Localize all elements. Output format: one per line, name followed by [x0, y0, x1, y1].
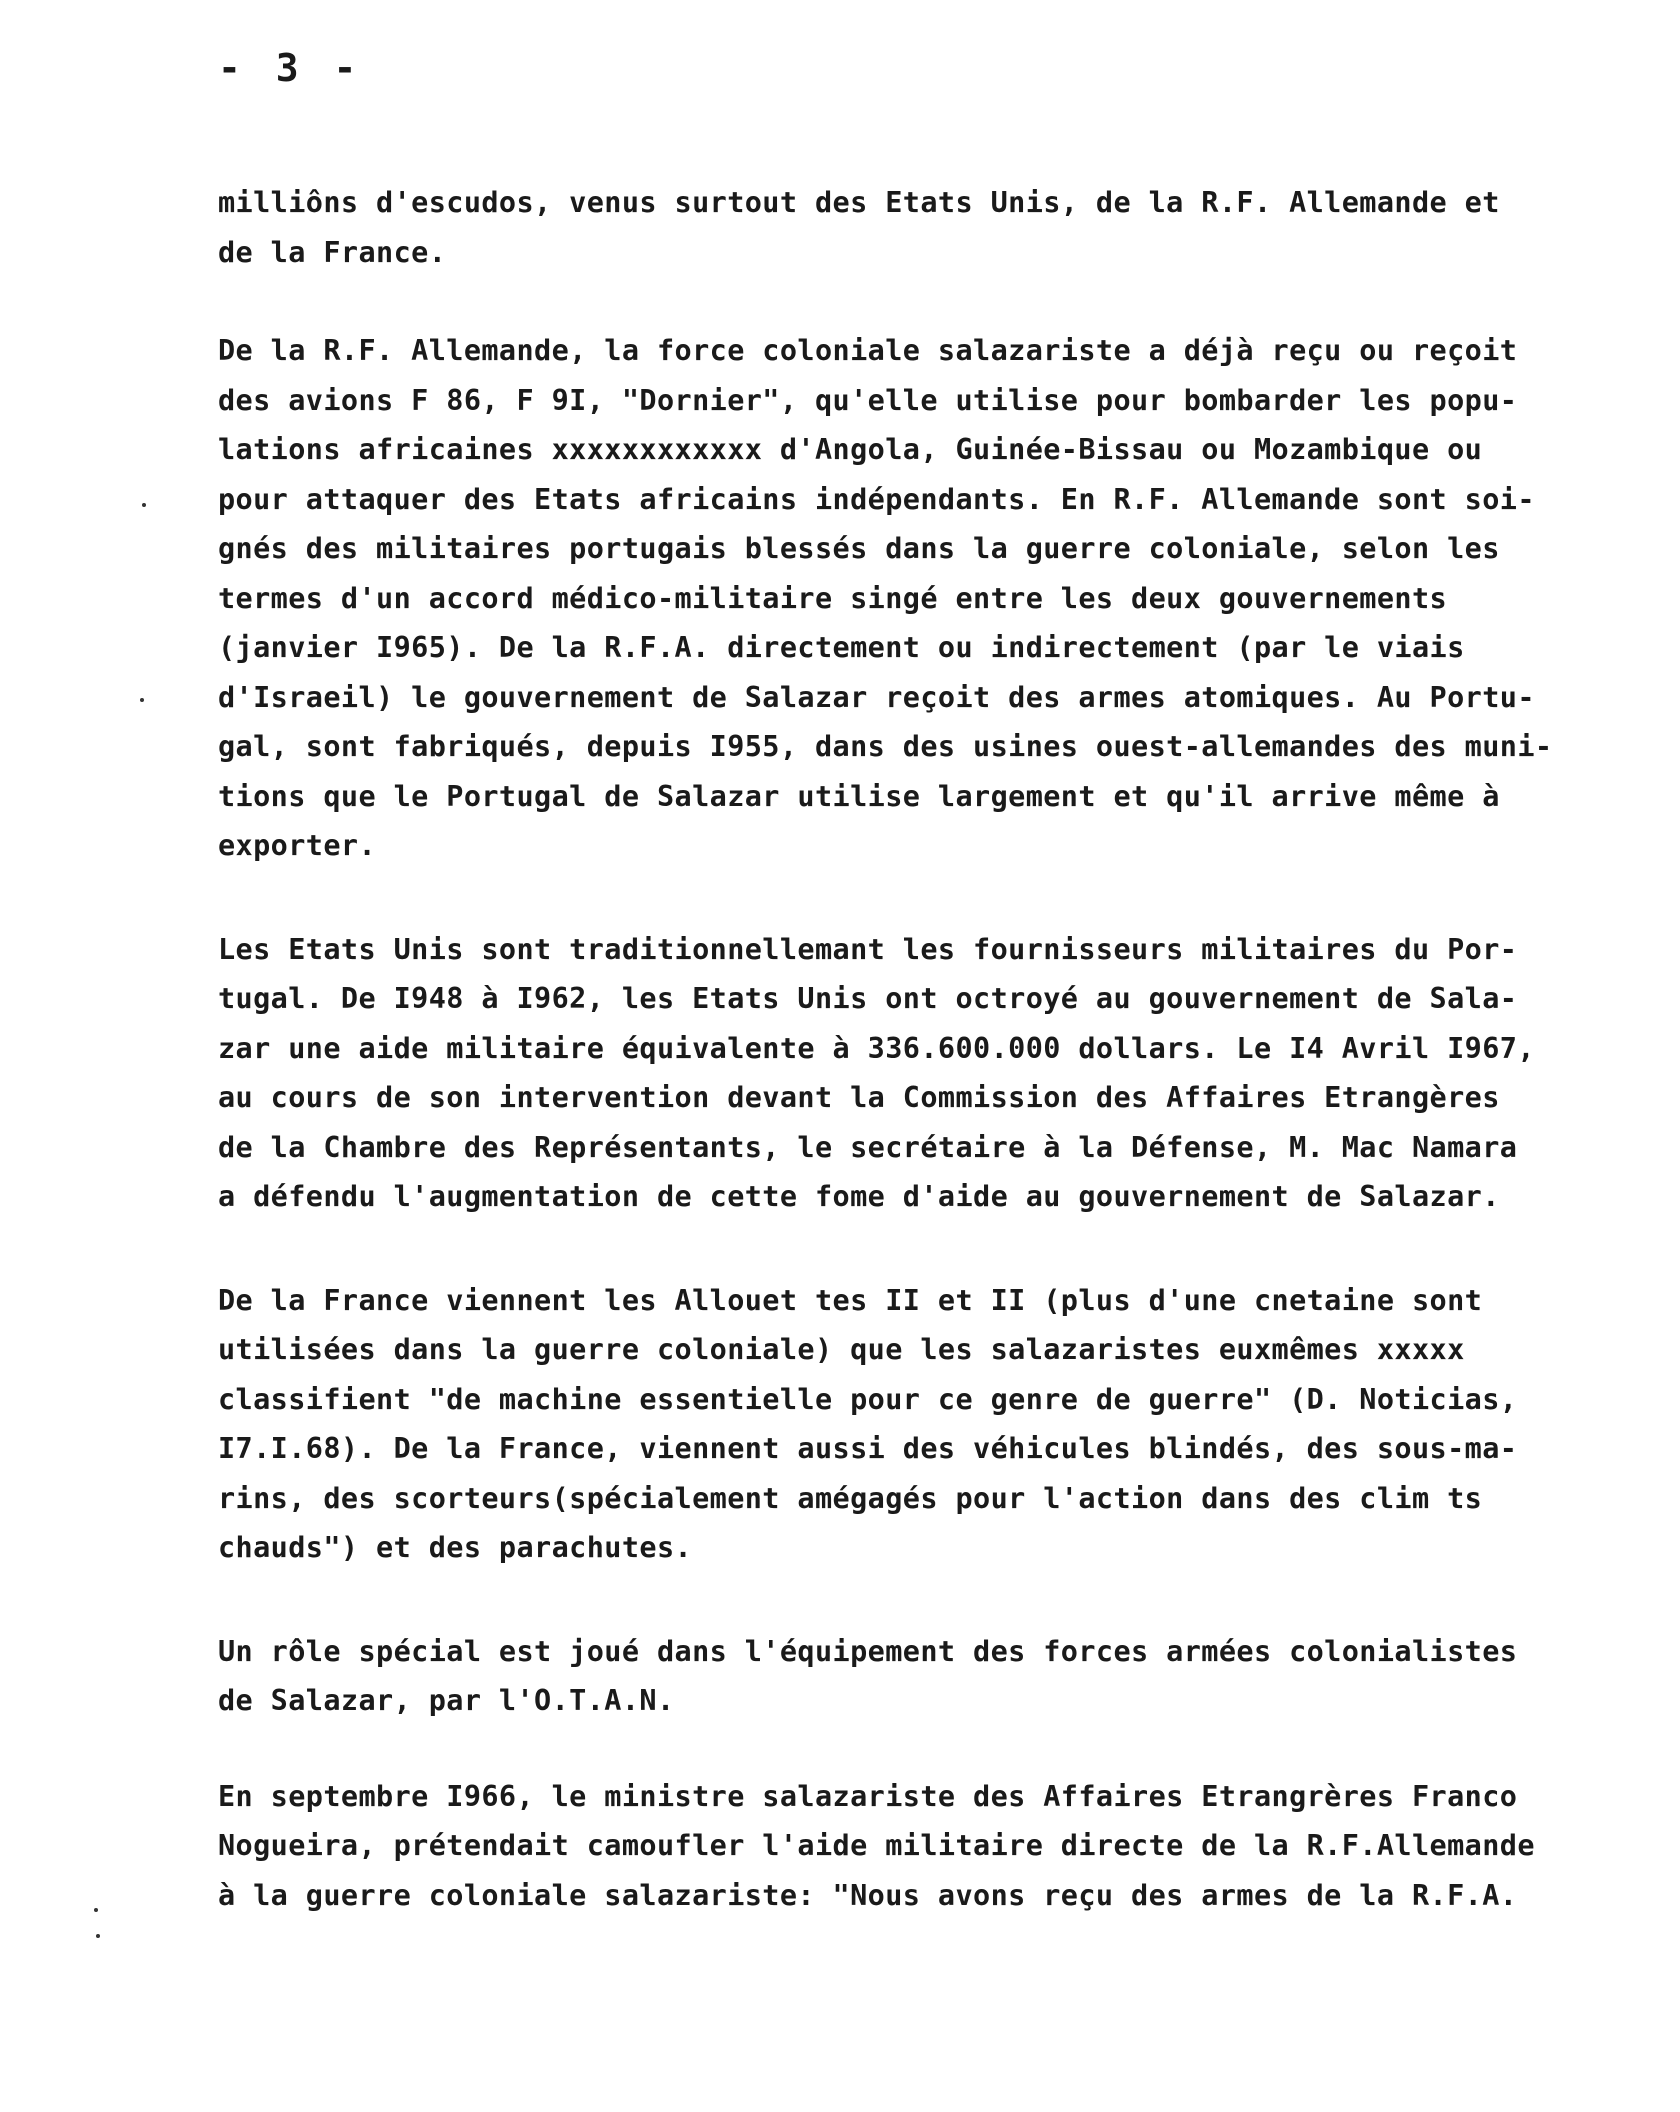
text-line: pour attaquer des Etats africains indépendants. En R.F. Allemande sont soi- [218, 482, 1535, 516]
text-line: exporter. [218, 829, 377, 862]
scan-speck [96, 1934, 100, 1938]
text-line: d'Israeil) le gouvernement de Salazar reçoit des armes atomiques. Au Portu- [218, 680, 1535, 714]
scan-speck [140, 698, 144, 702]
text-line: Un rôle spécial est joué dans l'équipement des forces armées colonialistes [218, 1634, 1518, 1668]
paragraph-6 [218, 1772, 1628, 1921]
text-line: Nogueira, prétendait camoufler l'aide militaire directe de la R.F.Allemande [218, 1829, 1535, 1862]
text-line: de la Chambre des Représentants, le secrétaire à la Défense, M. Mac Namara [218, 1130, 1518, 1164]
text-line: termes d'un accord médico-militaire singé entre les deux gouvernements [218, 581, 1448, 615]
text-line: lations africaines xxxxxxxxxxxx d'Angola, Guinée-Bissau ou Mozambique ou [218, 433, 1483, 466]
text-line: à la guerre coloniale salazariste: "Nous avons reçu des armes de la R.F.A. [218, 1878, 1518, 1912]
page-number: - 3 - [218, 46, 363, 90]
paragraph-3 [218, 925, 1628, 1222]
text-line: au cours de son intervention devant la Commission des Affaires Etrangères [218, 1081, 1500, 1114]
text-line: Les Etats Unis sont traditionnellemant les fournisseurs militaires du Por- [218, 932, 1518, 966]
paragraph-1 [218, 178, 1628, 277]
text-line: de la France. [218, 235, 447, 269]
text-line: I7.I.68). De la France, viennent aussi des véhicules blindés, des sous-ma- [218, 1432, 1518, 1465]
scan-speck [94, 1908, 98, 1912]
paragraph-2 [218, 326, 1628, 871]
text-line: milliôns d'escudos, venus surtout des Etats Unis, de la R.F. Allemande et [218, 186, 1500, 219]
text-line: classifient "de machine essentielle pour ce genre de guerre" (D. Noticias, [218, 1382, 1518, 1416]
text-line: (janvier I965). De la R.F.A. directement ou indirectement (par le viais [218, 631, 1465, 664]
text-line: De la France viennent les Allouet tes II et II (plus d'une cnetaine sont [218, 1283, 1483, 1317]
text-line: de Salazar, par l'O.T.A.N. [218, 1684, 675, 1717]
text-line: rins, des scorteurs(spécialement amégagés pour l'action dans des clim ts [218, 1481, 1483, 1515]
text-line: tions que le Portugal de Salazar utilise largement et qu'il arrive même à [218, 779, 1500, 813]
text-line: De la R.F. Allemande, la force coloniale salazariste a déjà reçu ou reçoit [218, 334, 1518, 367]
text-line: chauds") et des parachutes. [218, 1531, 693, 1564]
text-line: utilisées dans la guerre coloniale) que les salazaristes euxmêmes xxxxx [218, 1333, 1465, 1366]
text-line: gal, sont fabriqués, depuis I955, dans des usines ouest-allemandes des muni- [218, 730, 1553, 763]
text-line: des avions F 86, F 9I, "Dornier", qu'elle utilise pour bombarder les popu- [218, 383, 1518, 417]
text-line: gnés des militaires portugais blessés dans la guerre coloniale, selon les [218, 532, 1500, 565]
text-line: a défendu l'augmentation de cette fome d'aide au gouvernement de Salazar. [218, 1180, 1500, 1213]
scan-speck [142, 503, 146, 507]
text-line: zar une aide militaire équivalente à 336.600.000 dollars. Le I4 Avril I967, [218, 1031, 1535, 1065]
text-line: tugal. De I948 à I962, les Etats Unis ont octroyé au gouvernement de Sala- [218, 982, 1518, 1015]
paragraph-5 [218, 1627, 1628, 1726]
text-line: En septembre I966, le ministre salazariste des Affaires Etrangrères Franco [218, 1779, 1518, 1813]
paragraph-4 [218, 1276, 1628, 1573]
document-body [218, 178, 1628, 1920]
